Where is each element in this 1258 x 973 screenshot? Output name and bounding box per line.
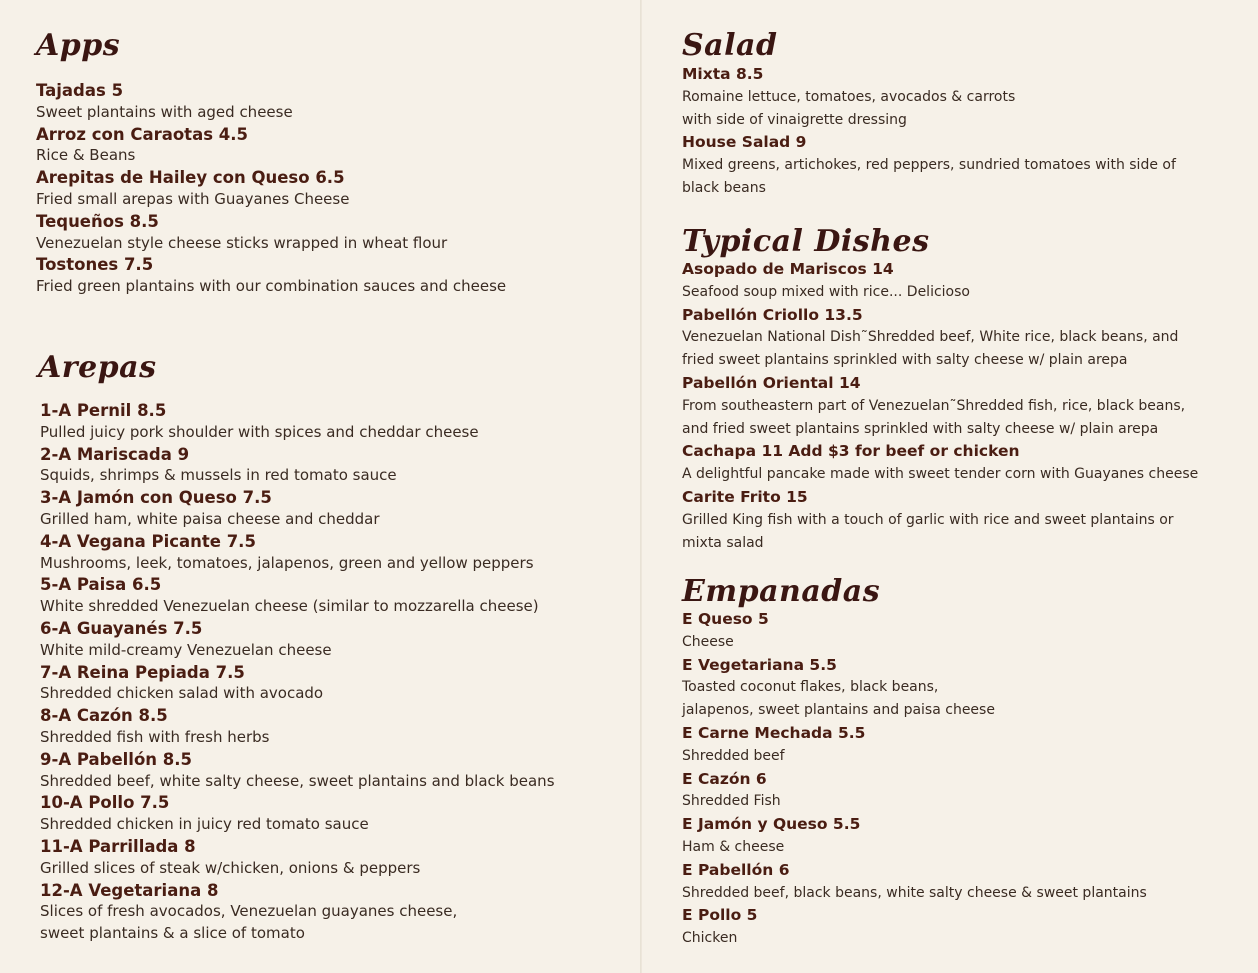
menu-item-description: Squids, shrimps & mussels in red tomato sauce [40, 466, 397, 485]
menu-item-description: Shredded Fish [682, 793, 781, 810]
page-fold [640, 0, 642, 973]
menu-item-name: 7-A Reina Pepiada 7.5 [40, 662, 245, 682]
menu-item-description: Slices of fresh avocados, Venezuelan guayanes cheese, [40, 902, 458, 921]
menu-item [682, 722, 1242, 768]
menu-item [40, 836, 620, 880]
menu-item-name: 6-A Guayanés 7.5 [40, 618, 203, 638]
menu-item [40, 618, 620, 662]
menu-item-description: Ham & cheese [682, 838, 785, 855]
menu-item-description: Sweet plantains with aged cheese [36, 102, 293, 121]
menu-item-description: Toasted coconut flakes, black beans, [682, 679, 939, 696]
menu-item-name: E Queso 5 [682, 610, 769, 628]
menu-item [682, 372, 1242, 440]
salad-heading: Salad [682, 28, 778, 63]
menu-item [36, 167, 616, 211]
menu-item-name: 3-A Jamón con Queso 7.5 [40, 488, 272, 508]
menu-item-name: 11-A Parrillada 8 [40, 836, 196, 856]
menu-item-description: Rice & Beans [36, 146, 136, 165]
menu-item-name: 5-A Paisa 6.5 [40, 575, 162, 595]
menu-item-description: Shredded beef [682, 747, 785, 764]
menu-item-description: Shredded beef, black beans, white salty cheese & sweet plantains [682, 884, 1147, 901]
menu-item [682, 258, 1242, 304]
menu-item [36, 124, 616, 168]
menu-item [40, 749, 620, 793]
menu-item [682, 859, 1242, 905]
arepas-heading: Arepas [38, 350, 157, 385]
typical-dishes-heading: Typical Dishes [682, 224, 930, 259]
menu-item-description: sweet plantains & a slice of tomato [40, 924, 305, 943]
menu-item-name: Tajadas 5 [36, 81, 124, 100]
menu-item [682, 654, 1242, 722]
arepas-list [40, 400, 620, 945]
menu-item [36, 254, 616, 298]
menu-item-name: Arroz con Caraotas 4.5 [36, 124, 249, 144]
menu-item-description: Grilled ham, white paisa cheese and cheddar [40, 509, 380, 528]
menu-item-description: Chicken [682, 930, 738, 947]
menu-item [40, 487, 620, 531]
menu-item-name: Pabellón Oriental 14 [682, 373, 861, 392]
menu-item-name: 8-A Cazón 8.5 [40, 706, 168, 726]
menu-item-description: From southeastern part of Venezuelan˜Shredded fish, rice, black beans, [682, 397, 1186, 414]
menu-item [36, 211, 616, 255]
menu-item [40, 444, 620, 488]
menu-item-description: Venezuelan National Dish˜Shredded beef, White rice, black beans, and [682, 329, 1179, 346]
apps-list [36, 80, 616, 298]
menu-item-description: Fried small arepas with Guayanes Cheese [36, 189, 350, 208]
menu-item-description: Seafood soup mixed with rice... Delicioso [682, 283, 970, 300]
menu-item [682, 768, 1242, 814]
menu-item-name: E Carne Mechada 5.5 [682, 723, 866, 742]
menu-item-description: with side of vinaigrette dressing [682, 111, 907, 128]
menu-item [682, 63, 1242, 131]
menu-item [40, 880, 620, 945]
menu-item-name: E Jamón y Queso 5.5 [682, 815, 861, 834]
menu-item-description: and fried sweet plantains sprinkled with salty cheese w/ plain arepa [682, 420, 1159, 437]
menu-item-description: Cheese [682, 633, 734, 650]
menu-item-name: Cachapa 11 Add $3 for beef or chicken [682, 442, 1020, 461]
menu-item-description: Shredded beef, white salty cheese, sweet plantains and black beans [40, 771, 555, 790]
menu-item-name: Tostones 7.5 [36, 255, 154, 275]
menu-item-name: 9-A Pabellón 8.5 [40, 749, 192, 769]
menu-item-description: black beans [682, 179, 766, 196]
menu-item [40, 531, 620, 575]
menu-item [40, 705, 620, 749]
menu-item-description: Shredded chicken in juicy red tomato sauce [40, 815, 369, 834]
menu-item-description: A delightful pancake made with sweet tender corn with Guayanes cheese [682, 466, 1199, 483]
menu-item [682, 608, 1242, 654]
menu-item-name: 1-A Pernil 8.5 [40, 401, 167, 420]
menu-item-description: jalapenos, sweet plantains and paisa cheese [682, 702, 995, 719]
menu-item-description: Fried green plantains with our combination sauces and cheese [36, 277, 507, 296]
menu-item-description: Pulled juicy pork shoulder with spices and cheddar cheese [40, 422, 479, 441]
menu-item-description: Grilled King fish with a touch of garlic with rice and sweet plantains or [682, 511, 1174, 528]
menu-item [682, 440, 1242, 486]
menu-item-name: E Pollo 5 [682, 906, 758, 925]
menu-item-name: Pabellón Criollo 13.5 [682, 305, 863, 324]
menu-item-name: E Vegetariana 5.5 [682, 655, 837, 674]
menu-item-name: E Pabellón 6 [682, 860, 790, 879]
menu-item [40, 574, 620, 618]
empanadas-heading: Empanadas [682, 574, 881, 609]
apps-heading: Apps [36, 28, 121, 63]
menu-item-description: Venezuelan style cheese sticks wrapped in wheat flour [36, 233, 448, 252]
menu-item-description: White shredded Venezuelan cheese (similar to mozzarella cheese) [40, 597, 539, 616]
menu-item [40, 400, 620, 444]
menu-item [40, 792, 620, 836]
menu-item-name: Tequeños 8.5 [36, 211, 159, 231]
menu-item-name: House Salad 9 [682, 133, 807, 152]
menu-item-name: E Cazón 6 [682, 769, 767, 788]
salad-list [682, 63, 1242, 200]
typical-dishes-list [682, 258, 1242, 554]
menu-item [682, 904, 1242, 950]
empanadas-list [682, 608, 1242, 950]
menu-item-name: 2-A Mariscada 9 [40, 444, 190, 464]
menu-item-description: Mushrooms, leek, tomatoes, jalapenos, green and yellow peppers [40, 553, 534, 572]
menu-item [682, 486, 1242, 554]
menu-item-name: Carite Frito 15 [682, 487, 808, 506]
menu-item-description: Shredded chicken salad with avocado [40, 684, 324, 703]
menu-item-name: Arepitas de Hailey con Queso 6.5 [36, 168, 345, 188]
menu-item [40, 662, 620, 706]
menu-item [682, 131, 1242, 199]
menu-item-name: 12-A Vegetariana 8 [40, 880, 219, 900]
menu-item-description: Romaine lettuce, tomatoes, avocados & carrots [682, 88, 1016, 105]
menu-item-name: Mixta 8.5 [682, 65, 764, 83]
menu-item-name: Asopado de Mariscos 14 [682, 260, 894, 278]
menu-item-description: Shredded fish with fresh herbs [40, 727, 270, 746]
menu-item-description: fried sweet plantains sprinkled with salty cheese w/ plain arepa [682, 352, 1128, 369]
menu-item-description: Grilled slices of steak w/chicken, onions & peppers [40, 858, 421, 877]
menu-item-description: mixta salad [682, 534, 764, 551]
menu-item-name: 10-A Pollo 7.5 [40, 793, 170, 813]
menu-item [682, 813, 1242, 859]
menu-item-name: 4-A Vegana Picante 7.5 [40, 531, 256, 551]
menu-item [36, 80, 616, 124]
menu-item-description: Mixed greens, artichokes, red peppers, sundried tomatoes with side of [682, 157, 1176, 174]
menu-item [682, 304, 1242, 372]
menu-item-description: White mild-creamy Venezuelan cheese [40, 640, 332, 659]
